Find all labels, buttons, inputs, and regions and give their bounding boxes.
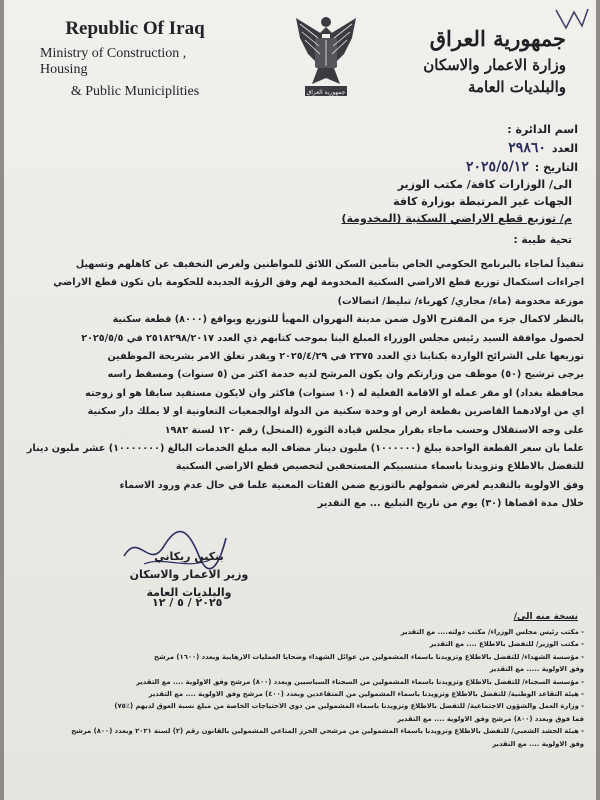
reference-block — [378, 120, 578, 177]
body-line: توزيعها على الشرائح الواردة بكتابنا ذي العدد ٢٣٧٥ في ٢٠٢٥/٤/٢٩ ويقدر تعلق الامر بشريحة الموظفين — [107, 351, 584, 363]
ministry-name-ar-2: والبلديات العامة — [467, 78, 566, 96]
ministry-name-en-2: & Public Municiplities — [70, 84, 200, 99]
cc-title: نسخة منه الى/ — [513, 612, 578, 622]
signatory-title-2: والبلديات العامة — [146, 586, 232, 599]
cc-line: - مكتب رئيس مجلس الوزراء/ مكتب دولته.... مع التقدير — [400, 628, 584, 636]
body-line: يرجى ترشيح (٥٠) موظف من وزارتكم وان يكون المرشح لديه خدمة اكثر من (٥ سنوات) ومسقط راسه — [107, 369, 584, 381]
date-label: التاريخ : — [534, 161, 578, 174]
cc-list — [12, 626, 584, 750]
recipient-line-1: الى/ الوزارات كافة/ مكتب الوزير — [397, 178, 572, 191]
dept-label: اسم الدائرة : — [507, 123, 578, 136]
cc-line: وفق الاولوية ..... مع التقدير — [489, 665, 584, 674]
recipient-line-2: الجهات غير المرتبطة بوزارة كافة — [393, 195, 572, 208]
body-line: تنفيذاً لماجاء بالبرنامج الحكومي الخاص بتأمين السكن اللائق للمواطنين ولغرض التخفيف عن كاهلهم وتسهيل — [75, 259, 584, 270]
cc-line: وفق الاولوية .... مع التقدير — [492, 739, 584, 748]
number-label: العدد — [551, 142, 578, 155]
body-line: اي من اولادهما القاصرين بقطعة ارض او وحدة سكنية من الدولة اوالجمعيات التعاونية او لا يملك دار سكنية — [87, 406, 584, 418]
body-line: محافظة بغداد) او مقر عمله او الاقامة الفعلية له (١٠ سنوات) فاكثر وان لايكون مستفيد سابقا هو او زوجته — [85, 387, 584, 399]
signature-date: ٢٠٢٥ / ٥ / ١٢ — [152, 596, 223, 609]
arabic-letterhead — [366, 26, 566, 96]
letter-body — [12, 256, 584, 514]
body-line: خلال مدة اقصاها (٣٠) يوم من تاريخ التبليغ ... مع التقدير — [317, 498, 584, 510]
body-line: لحصول موافقة السيد رئيس مجلس الوزراء المبلغ الينا بموجب كتابهم ذي العدد ٢٥١٨٢٩٨/٢٠١٧ في ٢٠٢٥/٥/٥ — [81, 332, 584, 344]
signature-block — [124, 548, 254, 602]
body-line: على وجه الاستقلال وحسب ماجاء بقرار مجلس قيادة الثورة (المنحل) رقم ١٢٠ لسنة ١٩٨٢ — [164, 424, 584, 436]
body-line: وفق الاولوية بالتقديم لغرض شمولهم بالتوزيع ضمن الفئات المعنية علما في حال عدم ورود الاسماء — [119, 479, 584, 491]
ministry-name-ar: وزارة الاعمار والاسكان — [423, 56, 566, 74]
signatory-title: وزير الاعمار والاسكان — [129, 568, 249, 581]
cc-line: - مؤسسة الشهداء/ للتفضل بالاطلاع وتزويدنا باسماء المشمولين من عوائل الشهداء وضحايا العمليات الارهابية وبعدد (١٦٠٠) مرشح — [154, 652, 584, 661]
recipient-block — [272, 176, 572, 227]
cc-line: فما فوق وبعدد (٨٠٠) مرشح وفق الاولوية .... مع التقدير — [397, 714, 584, 723]
cc-line: - مكتب الوزير/ للتفضل بالاطلاع .... مع التقدير — [429, 640, 584, 649]
cc-line: - مؤسسة السجناء/ للتفضل بالاطلاع وتزويدنا باسماء المشمولين من السجناء السياسيين وبعدد (٨٠٠) مرشح وفق الاولوية .... مع التقدير — [136, 677, 584, 686]
iraq-eagle-emblem — [292, 8, 360, 100]
greeting: تحية طيبة : — [513, 234, 572, 246]
body-line: للتفضل بالاطلاع وتزويدنا باسماء منتسبيكم المستحقين لتخصيص قطع الاراضي السكنية — [175, 461, 584, 473]
body-line: اجراءات استكمال توزيع قطع الاراضي السكنية المخدومة لهم وفق الرؤية الجديدة للحكومة بان تكون قطع الاراضي — [53, 277, 584, 289]
emblem-caption: جمهورية العراق — [306, 89, 346, 96]
letter-page — [4, 0, 596, 800]
country-name-ar: جمهورية العراق — [429, 26, 566, 51]
body-line: بالنظر لاكمال جزء من المقترح الاول ضمن مدينة النهروان المهيأ للتوزيع وبواقع (٨٠٠٠) قطعة سكنية — [112, 314, 584, 326]
number-value: ٢٩٨٦٠ — [508, 140, 546, 156]
body-line: علما بان سعر القطعة الواحدة يبلغ (١٠٠٠٠٠٠) مليون دينار مضاف اليه مبلغ الخدمات البالغ (١٠٠٠٠٠٠٠) عشر مليون دينار — [26, 443, 584, 455]
cc-line: - هيئة الحشد الشعبي/ للتفضل بالاطلاع وتزويدنا باسماء المشمولين من مرشحي الحرز المتاعي المشمولين بالقانون رقم (٢) لسنة ٢٠٢١ وبعدد (٨٠٠) مرشح — [71, 727, 584, 736]
cc-line: - هيئة التقاعد الوطنية/ للتفضل بالاطلاع وتزويدنا باسماء المشمولين من المتقاعدين وبعدد (٤٠٠) مرشح وفق الاولوية .... مع التقدير — [148, 690, 584, 699]
english-letterhead — [40, 18, 230, 100]
signatory-name: بنكين ريكاني — [154, 550, 224, 563]
ministry-name-en: Ministry of Construction , Housing — [40, 46, 187, 77]
cc-line: - وزارة العمل والشؤون الاجتماعية/ للتفضل بالاطلاع وتزويدنا باسماء المشمولين من ذوي الاحتياجات الخاصة من مبلغ نسبة العوق لديهم (٪٧٥) — [114, 702, 584, 711]
country-name-en: Republic Of Iraq — [65, 18, 205, 39]
body-line: موزعة مخدومة (ماء/ مجاري/ كهرباء/ تبليط/ اتصالات) — [337, 295, 584, 307]
subject-line: م/ توزيع قطع الاراضي السكنية (المخدومة) — [341, 212, 572, 225]
date-value: ٢٠٢٥/٥/١٢ — [465, 159, 529, 175]
